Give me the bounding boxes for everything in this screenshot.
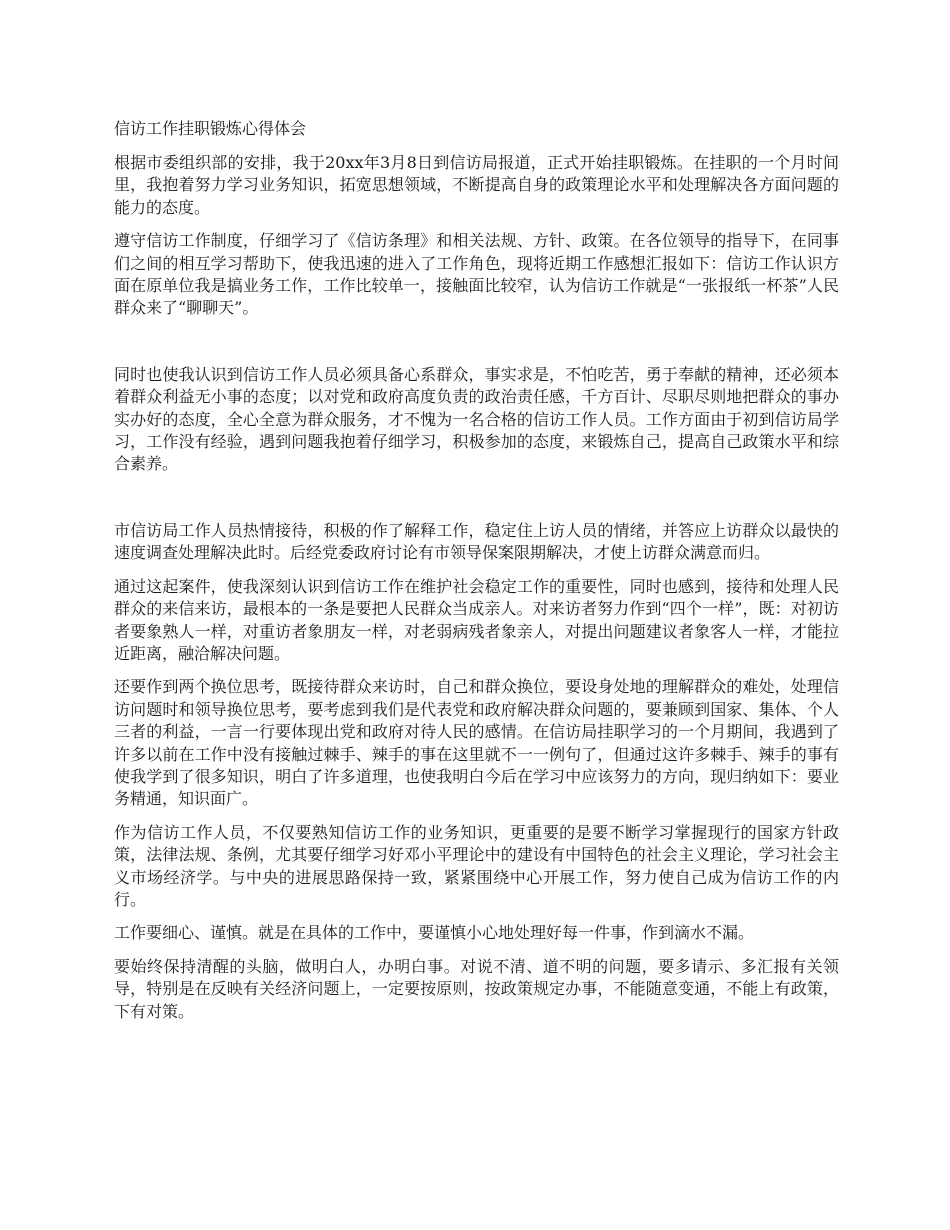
document-title: 信访工作挂职锻炼心得体会: [114, 119, 307, 138]
document-page: [114, 118, 839, 1034]
paragraph-1: 根据市委组织部的安排，我于20xx年3月8日到信访局报道，正式开始挂职锻炼。在挂职的一个月时间里，我抱着努力学习业务知识，拓宽思想领域，不断提高自身的政策理论水平和处理解决各方面问题的能力的态度。: [114, 153, 839, 217]
paragraph-3: 同时也使我认识到信访工作人员必须具备心系群众，事实求是，不怕吃苦，勇于奉献的精神，还必须本着群众利益无小事的态度；以对党和政府高度负责的政治责任感，千方百计、尽职尽则地把群众的事办实办好的态度，全心全意为群众服务，才不愧为一名合格的信访工作人员。工作方面由于初到信访局学习，工作没有经验，遇到问题我抱着仔细学习，积极参加的态度，来锻炼自己，提高自己政策水平和综合素养。: [114, 364, 839, 474]
paragraph-6: 还要作到两个换位思考，既接待群众来访时，自己和群众换位，要设身处地的理解群众的难处，处理信访问题时和领导换位思考，要考虑到我们是代表党和政府解决群众问题的，要兼顾到国家、集体、个人三者的利益，一言一行要体现出党和政府对待人民的感情。在信访局挂职学习的一个月期间，我遇到了许多以前在工作中没有接触过棘手、辣手的事在这里就不一一例句了，但通过这许多棘手、辣手的事有使我学到了很多知识，明白了许多道理，也使我明白今后在学习中应该努力的方向，现归纳如下：要业务精通，知识面广。: [114, 677, 839, 809]
paragraph-9: 要始终保持清醒的头脑，做明白人，办明白事。对说不清、道不明的问题，要多请示、多汇报有关领导，特别是在反映有关经济问题上，一定要按原则，按政策规定办事，不能随意变通，不能上有政策，下有对策。: [114, 956, 839, 1021]
paragraph-8: 工作要细心、谨慎。就是在具体的工作中，要谨慎小心地处理好每一件事，作到滴水不漏。: [114, 923, 755, 943]
paragraph-5: 通过这起案件，使我深刻认识到信访工作在维护社会稳定工作的重要性，同时也感到，接待和处理人民群众的来信来访，最根本的一条是要把人民群众当成亲人。对来访者努力作到“四个一样”，既：对初访者要象熟人一样，对重访者象朋友一样，对老弱病残者象亲人，对提出问题建议者象客人一样，才能拉近距离，融洽解决问题。: [114, 576, 839, 663]
paragraph-4: 市信访局工作人员热情接待，积极的作了解释工作，稳定住上访人员的情绪，并答应上访群众以最快的速度调查处理解决此时。后经党委政府讨论有市领导保案限期解决，才使上访群众满意而归。: [114, 520, 839, 563]
paragraph-7: 作为信访工作人员，不仅要熟知信访工作的业务知识，更重要的是要不断学习掌握现行的国家方针政策，法律法规、条例，尤其要仔细学习好邓小平理论中的建设有中国特色的社会主义理论，学习社会主义市场经济学。与中央的进展思路保持一致，紧紧围绕中心开展工作，努力使自己成为信访工作的内行。: [114, 822, 839, 909]
paragraph-2: 遵守信访工作制度，仔细学习了《信访条理》和相关法规、方针、政策。在各位领导的指导下，在同事们之间的相互学习帮助下，使我迅速的进入了工作角色，现将近期工作感想汇报如下：信访工作认识方面在原单位我是搞业务工作，工作比较单一，接触面比较窄，认为信访工作就是“一张报纸一杯茶”人民群众来了“聊聊天”。: [114, 231, 839, 318]
